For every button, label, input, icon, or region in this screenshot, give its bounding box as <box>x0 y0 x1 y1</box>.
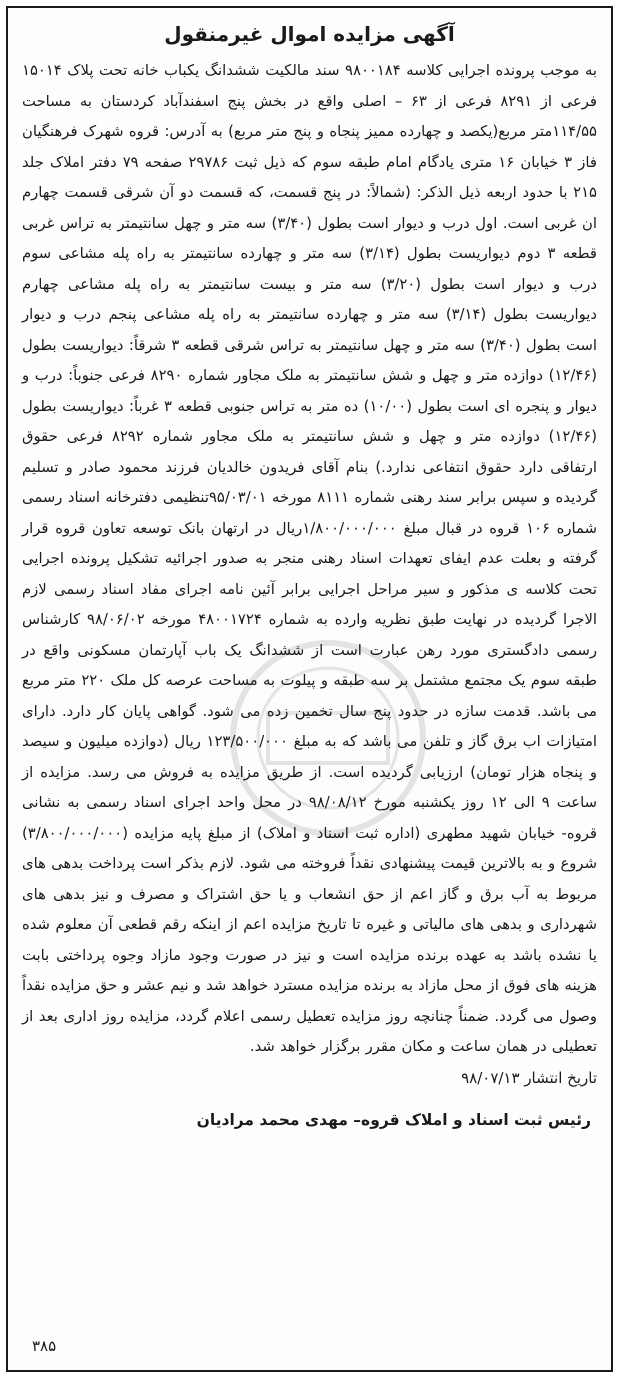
notice-body: به موجب پرونده اجرایی کلاسه ۹۸۰۰۱۸۴ سند مالکیت ششدانگ یکباب خانه تحت پلاک ۱۵۰۱۴ فرعی از ۸۲۹۱ فرعی از ۶۳ – اصلی واقع در بخش پنج اسفندآباد کردستان به مساحت ۱۱۴/۵۵متر مربع(یکصد و چهارده ممیز پنجاه و پنج متر مربع) به آدرس: قروه شهرک فرهنگیان فاز ۳ خیابان ۱۶ متری یادگام امام طبقه سوم که ذیل ثبت ۲۹۷۸۶ صفحه ۷۹ دفتر املاک جلد ۲۱۵ با حدود اربعه ذیل الذکر: (شمالاً: در پنج قسمت، که قسمت دو آن شرقی قسمت چهارم ان غربی است. اول درب و دیوار است بطول (۳/۴۰) سه متر و چهل سانتیمتر به تراس غربی قطعه ۳ دوم دیواریست بطول (۳/۱۴) سه متر و چهارده سانتیمتر به راه پله مشاعی سوم درب و دیوار است بطول (۳/۲۰) سه متر و بیست سانتیمتر به راه پله مشاعی چهارم دیواریست بطول (۳/۱۴) سه متر و چهارده سانتیمتر به راه پله مشاعی پنجم درب و دیوار است بطول (۳/۴۰) سه متر و چهل سانتیمتر به تراس شرقی قطعه ۳ شرقاً: دیواریست بطول (۱۲/۴۶) دوازده متر و چهل و شش سانتیمتر به ملک مجاور شماره ۸۲۹۰ فرعی جنوباً: درب و دیوار و پنجره ای است بطول (۱۰/۰۰) ده متر به تراس جنوبی قطعه ۳ غرباً: دیواریست بطول (۱۲/۴۶) دوازده متر و چهل و شش سانتیمتر به ملک مجاور شماره ۸۲۹۲ فرعی حقوق ارتفاقی دارد حقوق انتفاعی ندارد.) بنام آقای فریدون خالدیان فرزند محمود صادر و تسلیم گردیده و سپس برابر سند رهنی شماره ۸۱۱۱ مورخه ۹۵/۰۳/۰۱تنظیمی دفترخانه اسناد رسمی شماره ۱۰۶ قروه در قبال مبلغ ۱/۸۰۰/۰۰۰/۰۰۰ریال در ارتهان بانک توسعه تعاون قروه قرار گرفته و بعلت عدم ایفای تعهدات اسناد رهنی منجر به صدور اجرائیه تشکیل پرونده اجرایی تحت کلاسه ی مذکور و سیر مراحل اجرایی برابر آئین نامه اجرای مفاد اسناد رسمی لازم الاجرا گردیده در نهایت طبق نظریه وارده به شماره ۴۸۰۰۱۷۲۴ مورخه ۹۸/۰۶/۰۲ کارشناس رسمی دادگستری مورد رهن عبارت است از ششدانگ یک باب آپارتمان مسکونی واقع در طبقه سوم یک مجتمع مشتمل بر سه طبقه و پیلوت به مساحت عرصه کل ملک ۲۲۰ متر مربع می باشد. قدمت سازه در حدود پنج سال تخمین زده می شود. گواهی پایان کار دارد. دارای امتیازات اب برق گاز و تلفن می باشد که به مبلغ ۱۲۳/۵۰۰/۰۰۰ ریال (دوازده میلیون و سیصد و پنجاه هزار تومان) ارزیابی گردیده است. از طریق مزایده به فروش می رسد. مزایده از ساعت ۹ الی ۱۲ روز یکشنبه مورخ ۹۸/۰۸/۱۲ در محل واحد اجرای اسناد رسمی به نشانی قروه- خیابان شهید مطهری (اداره ثبت اسناد و املاک) از مبلغ پایه مزایده (۳/۸۰۰/۰۰۰/۰۰۰) شروع و به بالاترین قیمت پیشنهادی نقداً فروخته می شود. لازم بذکر است پرداخت بدهی های مربوط به آب برق و گاز اعم از حق انشعاب و یا حق اشتراک و مصرف و نیز بدهی های شهرداری و بدهی های مالیاتی و غیره تا تاریخ مزایده اعم از اینکه رقم قطعی آن معلوم شده یا نشده باشد به عهده برنده مزایده است و نیز در صورت وجود مازاد وجوه پرداختی بابت هزینه های فوق از محل مازاد به برنده مزایده مسترد خواهد شد و نیم عشر و حق مزایده نقداً وصول می گردد. ضمناً چنانچه روز مزایده تعطیل رسمی اعلام گردد، مزایده روز اداری بعد از تعطیلی در همان ساعت و مکان مقرر برگزار خواهد شد. <box>22 62 598 1055</box>
signature: رئیس ثبت اسناد و املاک قروه– مهدی محمد مرادیان <box>196 1110 591 1129</box>
notice-content <box>22 18 597 1360</box>
notice-frame <box>6 6 613 1372</box>
notice-code: ۳۸۵ <box>32 1337 57 1355</box>
publish-date: تاریخ انتشار ۹۸/۰۷/۱۳ <box>461 1068 597 1087</box>
notice-title: آگهی مزایده اموال غیرمنقول <box>164 22 455 46</box>
